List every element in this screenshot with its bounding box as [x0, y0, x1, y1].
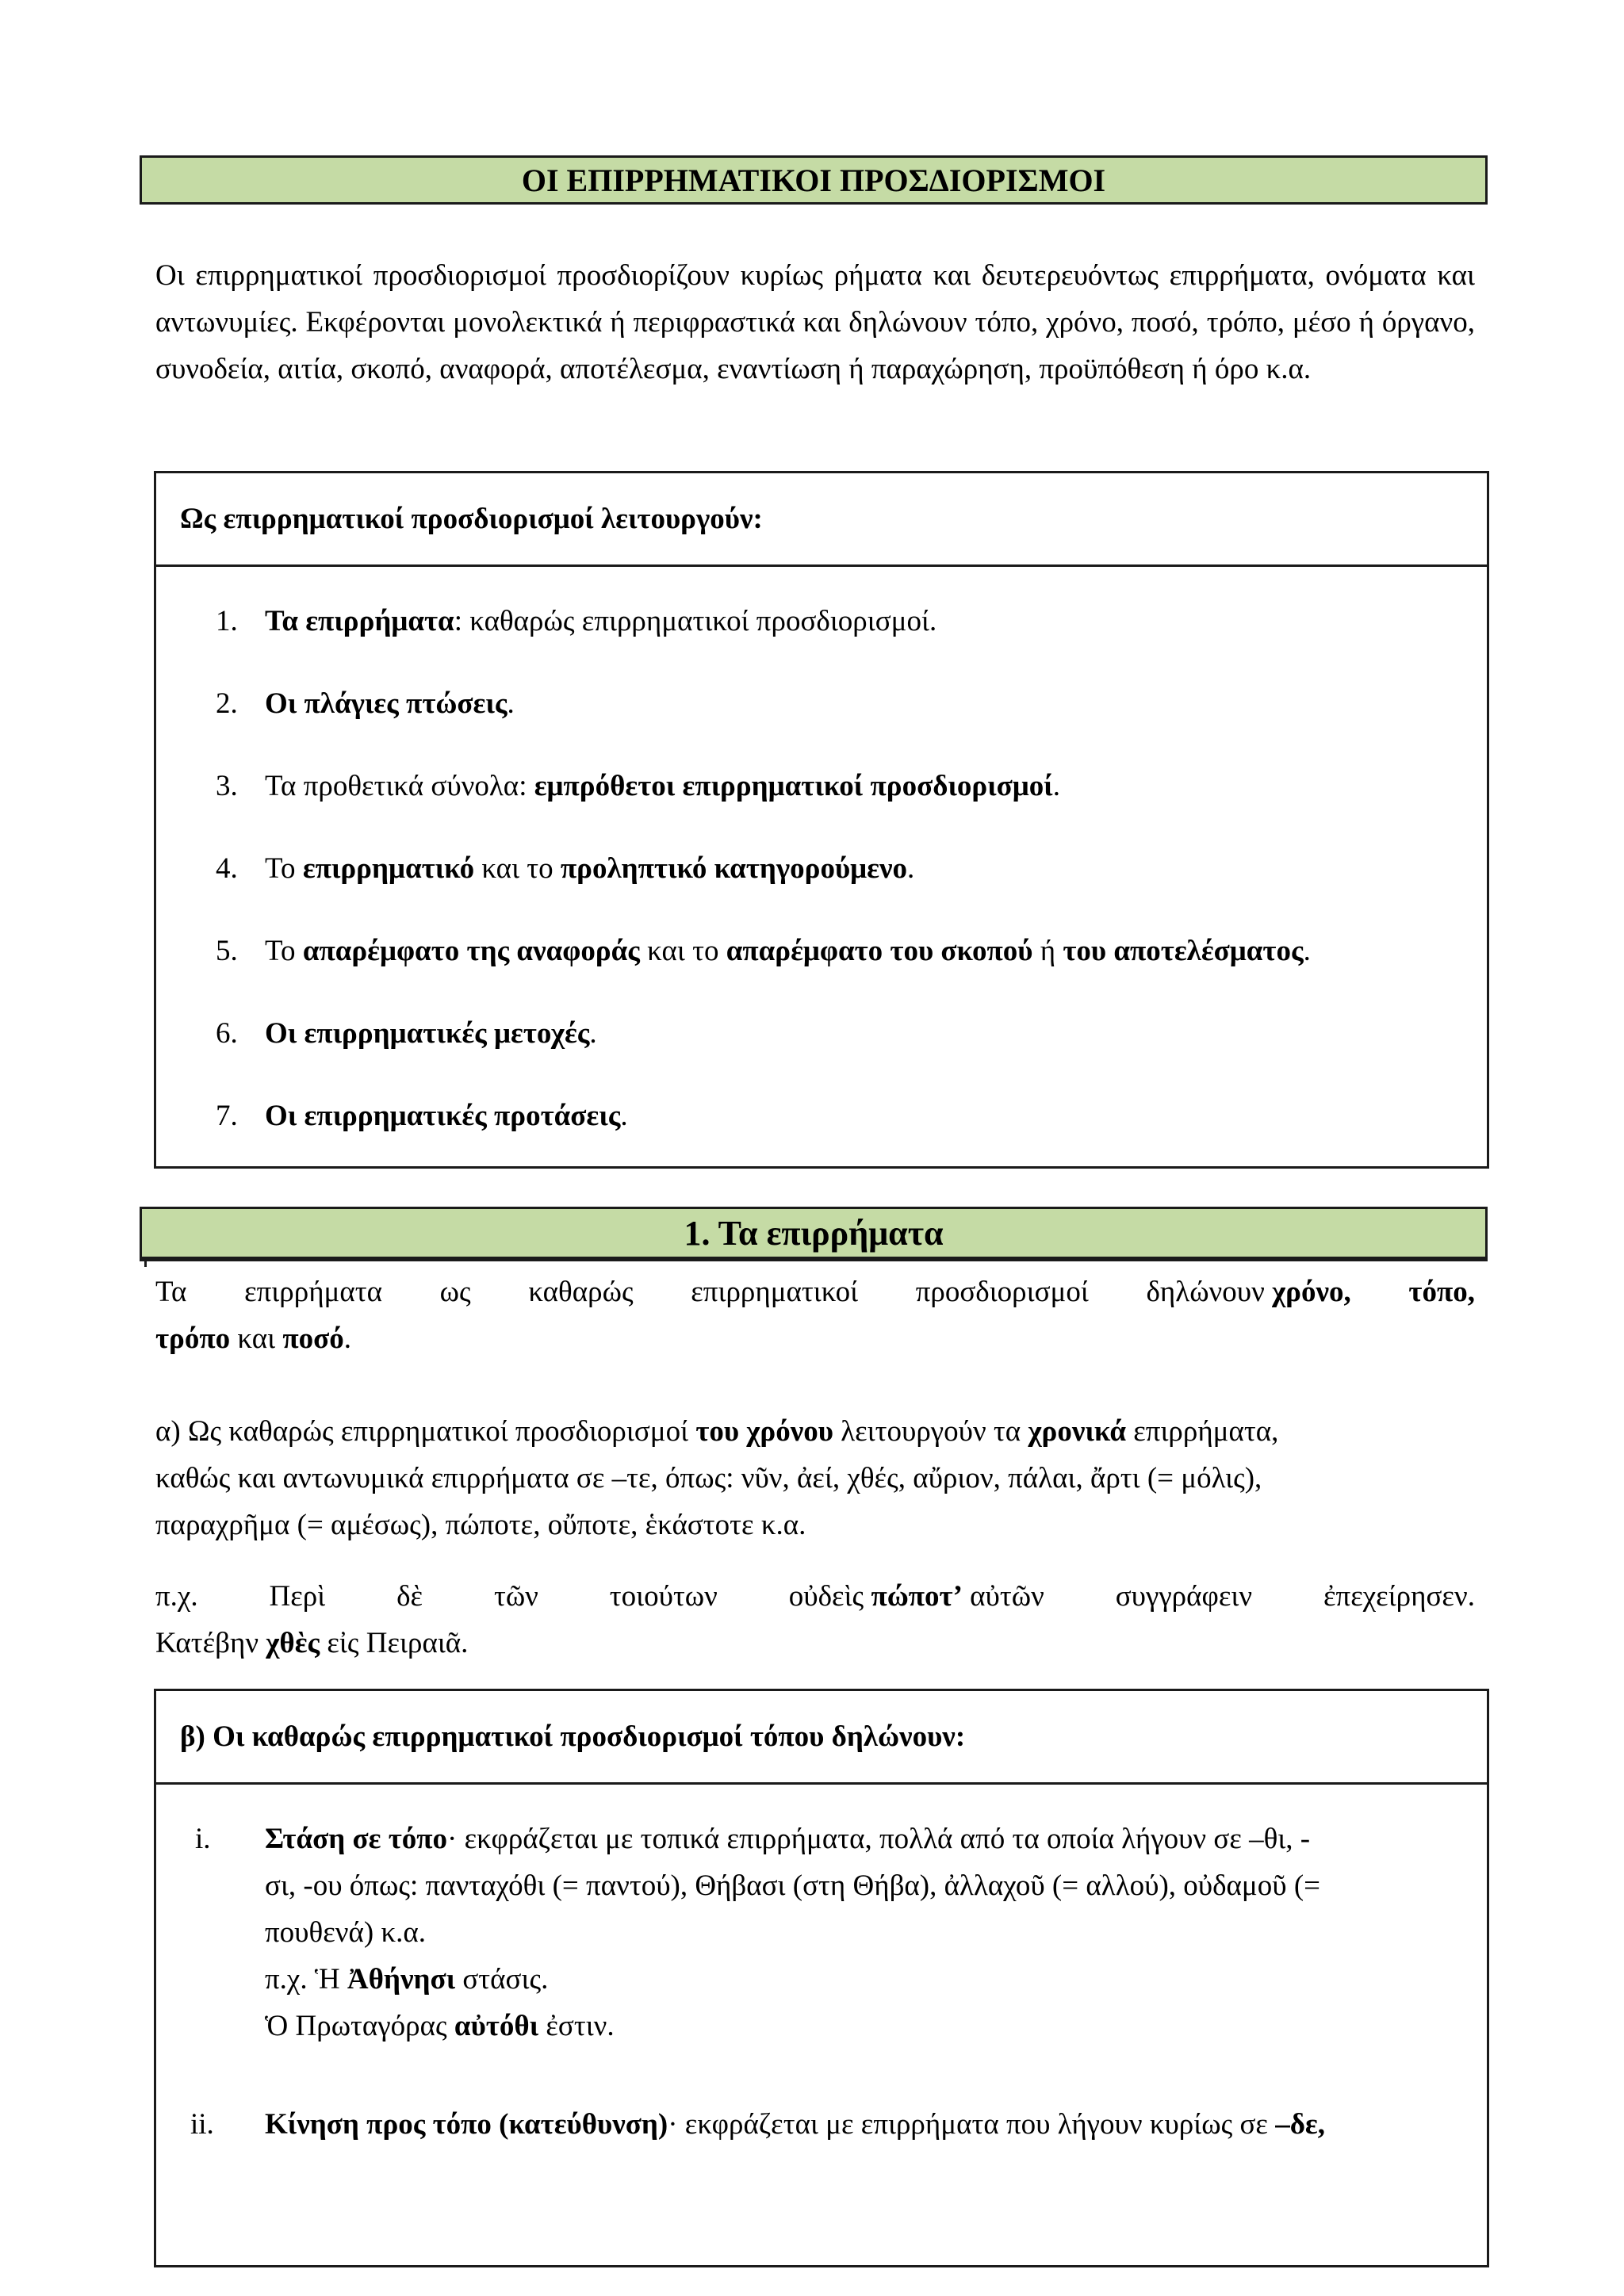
list-number: ii. [190, 2108, 214, 2141]
word: Τα [155, 1276, 187, 1308]
list-bold: του αποτελέσματος [1063, 935, 1304, 967]
list-bold: Τα επιρρήματα [265, 605, 454, 637]
section-paragraph-line [155, 1315, 1475, 1362]
text: α) Ως καθαρώς επιρρηματικοί προσδιορισμοί [155, 1415, 696, 1448]
word: αὐτῶν [970, 1580, 1044, 1613]
list-number: 1. [216, 605, 238, 637]
word: συγγράφειν [1115, 1580, 1253, 1613]
list-text: . [907, 852, 915, 885]
list-number: 4. [216, 852, 238, 885]
word-bold: ποσό [282, 1322, 344, 1355]
word: οὐδεὶς [788, 1580, 864, 1613]
text: στάσις. [455, 1963, 549, 1996]
list-bold: Στάση σε τόπο [265, 1823, 448, 1855]
word-bold: τόπο, [1408, 1276, 1475, 1308]
place-box-heading: β) Οι καθαρώς επιρρηματικοί προσδιορισμοί τόπου δηλώνουν: [156, 1691, 1487, 1785]
example-line [155, 1573, 1475, 1620]
text-bold: Ἀθήνησι [347, 1963, 456, 1996]
functions-box-heading: Ως επιρρηματικοί προσδιορισμοί λειτουργούν: [156, 473, 1487, 567]
word: π.χ. [155, 1580, 198, 1613]
list-text: ή [1032, 935, 1063, 967]
list-bold: επιρρηματικό [302, 852, 475, 885]
list-text: Τα προθετικά σύνολα: [265, 770, 534, 802]
word: επιρρηματικοί [691, 1276, 859, 1308]
text-bold: χρονικά [1028, 1415, 1126, 1448]
section-tick [144, 1259, 147, 1267]
text: εἰς Πειραιᾶ. [320, 1627, 469, 1659]
word: καθαρώς [528, 1276, 634, 1308]
text: ἐστιν. [538, 2010, 615, 2042]
list-text: Το [265, 852, 303, 885]
alpha-paragraph-line: παραχρῆμα (= αμέσως), πώποτε, οὔποτε, ἑκάστοτε κ.α. [155, 1509, 806, 1541]
list-text: και το [474, 852, 561, 885]
list-bold: απαρέμφατο της αναφοράς [302, 935, 640, 967]
list-number: 2. [216, 687, 238, 720]
list-text: · εκφράζεται με επιρρήματα που λήγουν κυρίως σε [668, 2108, 1276, 2141]
word: δηλώνουν [1146, 1276, 1265, 1308]
list-number: 7. [216, 1100, 238, 1132]
list-bold: εμπρόθετοι επιρρηματικοί προσδιορισμοί [534, 770, 1053, 802]
text: και [230, 1322, 283, 1355]
list-text: σι, -ου όπως: πανταχόθι (= παντού), Θήβασι (στη Θήβα), ἀλλαχοῦ (= αλλού), οὐδαμοῦ (= [265, 1869, 1321, 1902]
alpha-paragraph-line [155, 1408, 1475, 1455]
list-bold: απαρέμφατο του σκοπού [726, 935, 1033, 967]
list-text: . [1052, 770, 1060, 802]
list-bold: Οι πλάγιες πτώσεις [265, 687, 508, 720]
list-text: . [589, 1017, 597, 1050]
list-text: . [1303, 935, 1311, 967]
text: επιρρήματα, [1125, 1415, 1279, 1448]
list-number: 3. [216, 770, 238, 802]
text: π.χ. Ἡ [265, 1963, 347, 1996]
list-bold: –δε, [1275, 2108, 1325, 2141]
alpha-paragraph-line: καθώς και αντωνυμικά επιρρήματα σε –τε, όπως: νῦν, ἀεί, χθές, αὔριον, πάλαι, ἄρτι (= μόλις), [155, 1462, 1262, 1494]
text: . [343, 1322, 351, 1355]
intro-paragraph: Οι επιρρηματικοί προσδιορισμοί προσδιορίζουν κυρίως ρήματα και δευτερευόντως επιρρήματα, ονόματα και αντωνυμίες. Εκφέρονται μονολεκτικά ή περιφραστικά και δηλώνουν τόπο, χρόνο, ποσό, τρόπο, μέσο ή όργανο, συνοδεία, αιτία, σκοπό, αναφορά, αποτέλεσμα, εναντίωση ή παραχώρηση, προϋπόθεση ή όρο κ.α. [155, 259, 1475, 385]
list-number: 5. [216, 935, 238, 967]
word: τῶν [493, 1580, 538, 1613]
list-number: i. [195, 1823, 211, 1855]
word-bold: χρόνο, [1272, 1276, 1351, 1308]
word: Περὶ [269, 1580, 326, 1613]
list-bold: προληπτικό κατηγορούμενο [560, 852, 907, 885]
list-text: . [620, 1100, 628, 1132]
word: ως [439, 1276, 471, 1308]
word-bold: πώποτ’ [871, 1580, 963, 1613]
list-text: Το [265, 935, 303, 967]
document-title: ΟΙ ΕΠΙΡΡΗΜΑΤΙΚΟΙ ΠΡΟΣΔΙΟΡΙΣΜΟΙ [140, 155, 1488, 205]
word: ἐπεχείρησεν. [1323, 1580, 1475, 1613]
list-bold: Οι επιρρηματικές προτάσεις [265, 1100, 621, 1132]
list-text: και το [639, 935, 726, 967]
word: τοιούτων [609, 1580, 718, 1613]
list-number: 6. [216, 1017, 238, 1050]
text-bold: αὐτόθι [454, 2010, 539, 2042]
text: Κατέβην [155, 1627, 266, 1659]
list-text: . [507, 687, 515, 720]
word: δὲ [396, 1580, 423, 1613]
list-bold: Οι επιρρηματικές μετοχές [265, 1017, 590, 1050]
section-underline [140, 1259, 1488, 1261]
list-bold: Κίνηση προς τόπο (κατεύθυνση) [265, 2108, 668, 2141]
word: προσδιορισμοί [915, 1276, 1089, 1308]
text: Ὁ Πρωταγόρας [265, 2010, 454, 2042]
word: επιρρήματα [244, 1276, 383, 1308]
section-paragraph-line [155, 1269, 1475, 1315]
list-text: · εκφράζεται με τοπικά επιρρήματα, πολλά από τα οποία λήγουν σε –θι, - [447, 1823, 1311, 1855]
list-text: : καθαρώς επιρρηματικοί προσδιορισμοί. [454, 605, 937, 637]
section-title: 1. Τα επιρρήματα [140, 1207, 1488, 1259]
example-line [155, 1620, 1475, 1667]
text: λειτουργούν τα [833, 1415, 1028, 1448]
text-bold: του χρόνου [695, 1415, 833, 1448]
list-text: πουθενά) κ.α. [265, 1916, 426, 1949]
functions-box [154, 471, 1489, 1169]
word-bold: τρόπο [155, 1322, 231, 1355]
text-bold: χθὲς [266, 1627, 320, 1659]
